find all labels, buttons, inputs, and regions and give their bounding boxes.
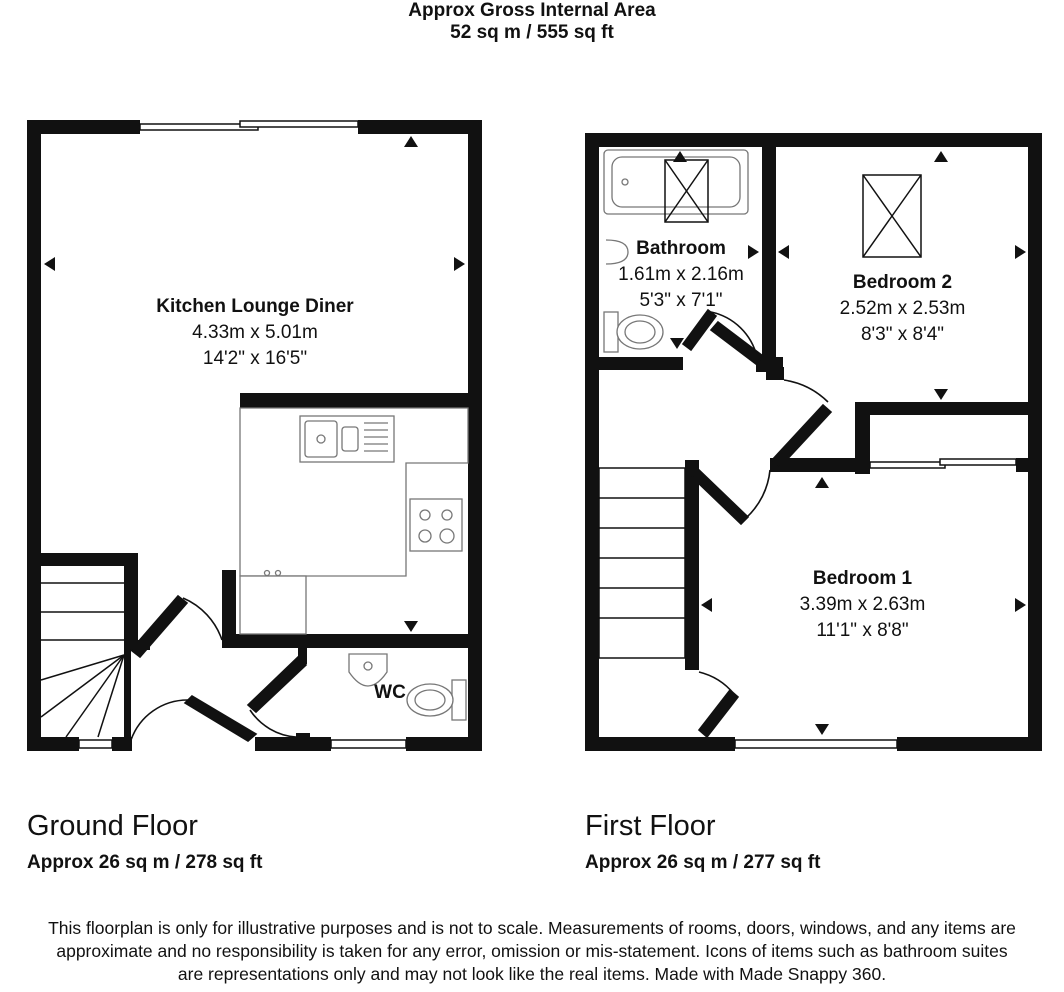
first-floor-area: Approx 26 sq m / 277 sq ft bbox=[585, 852, 821, 873]
ground-floor-plan bbox=[27, 120, 482, 751]
room-bedroom-1 bbox=[770, 566, 955, 644]
header-title: Approx Gross Internal Area bbox=[408, 0, 656, 21]
first-floor-title: First Floor bbox=[585, 810, 716, 842]
ground-floor-area: Approx 26 sq m / 278 sq ft bbox=[27, 852, 263, 873]
disclaimer-line: are representations only and may not look like the real items. Made with Made Snappy 360. bbox=[177, 964, 887, 984]
room-bedroom-2 bbox=[810, 270, 995, 348]
first-floor-doors bbox=[683, 309, 831, 737]
first-floor-plan bbox=[585, 133, 1042, 751]
room-metric: 3.39m x 2.63m bbox=[799, 594, 926, 615]
disclaimer bbox=[0, 917, 1064, 986]
room-imperial: 8'3" x 8'4" bbox=[860, 324, 945, 345]
room-name: Bathroom bbox=[636, 238, 726, 259]
header-area: 52 sq m / 555 sq ft bbox=[450, 22, 614, 43]
room-kitchen-lounge-diner bbox=[120, 294, 390, 372]
room-name: Bedroom 2 bbox=[852, 272, 953, 293]
room-metric: 4.33m x 5.01m bbox=[192, 322, 318, 343]
room-imperial: 11'1" x 8'8" bbox=[816, 620, 909, 641]
room-imperial: 14'2" x 16'5" bbox=[202, 348, 308, 369]
room-bathroom bbox=[596, 236, 766, 314]
ground-floor-title: Ground Floor bbox=[27, 810, 198, 842]
room-metric: 2.52m x 2.53m bbox=[839, 298, 966, 319]
room-name: Kitchen Lounge Diner bbox=[156, 296, 354, 317]
room-name: WC bbox=[374, 682, 406, 703]
kitchen-units bbox=[240, 408, 468, 634]
disclaimer-line: This floorplan is only for illustrative purposes and is not to scale. Measurements of rooms, doors, windows, and any items are bbox=[48, 918, 1016, 938]
room-name: Bedroom 1 bbox=[812, 568, 913, 589]
room-imperial: 5'3" x 7'1" bbox=[639, 290, 723, 311]
ground-floor-stairs bbox=[41, 583, 124, 737]
disclaimer-line: approximate and no responsibility is taken for any error, omission or mis-statement. Icons of items such as bathroom suites bbox=[56, 941, 1008, 961]
first-floor-stairs bbox=[599, 468, 685, 658]
room-wc bbox=[362, 680, 418, 706]
room-metric: 1.61m x 2.16m bbox=[618, 264, 744, 285]
